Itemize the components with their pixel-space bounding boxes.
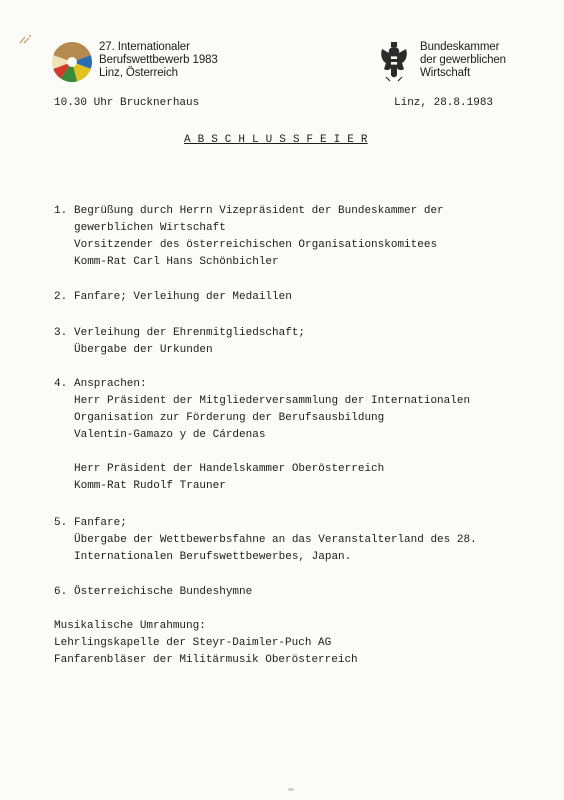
item-line: Herr Präsident der Mitgliederversammlung der Internationalen [74, 395, 471, 407]
item-line: Fanfare; Verleihung der Medaillen [74, 291, 292, 303]
music-line: Musikalische Umrahmung: [54, 620, 206, 632]
chamber-line: Bundeskammer [420, 41, 500, 53]
competition-line: Berufswettbewerb 1983 [99, 54, 218, 66]
item-line: Herr Präsident der Handelskammer Oberösterreich [74, 463, 385, 475]
item-line: Begrüßung durch Herrn Vizepräsident der Bundeskammer der [74, 205, 444, 217]
item-line: gewerblichen Wirtschaft [74, 222, 226, 234]
item-line: Verleihung der Ehrenmitgliedschaft; [74, 327, 306, 339]
item-line-spacer [54, 444, 534, 461]
item-number: 2. [54, 291, 68, 303]
item-number: 3. [54, 327, 68, 339]
item-line: Organisation zur Förderung der Berufsausbildung [74, 412, 385, 424]
item-line: Komm-Rat Rudolf Trauner [74, 480, 226, 492]
event-time-venue: 10.30 Uhr Brucknerhaus [54, 97, 200, 109]
program-item [54, 584, 534, 601]
music-line: Lehrlingskapelle der Steyr-Daimler-Puch AG [54, 637, 332, 649]
event-date-place: Linz, 28.8.1983 [394, 97, 494, 109]
page-title: A B S C H L U S S F E I E R [184, 134, 368, 146]
chamber-line: der gewerblichen [420, 54, 506, 66]
pencil-mark-icon [18, 34, 32, 46]
item-number: 6. [54, 586, 68, 598]
paper-smudge [288, 788, 294, 791]
music-section [54, 618, 358, 669]
wheel-hub [67, 57, 77, 67]
chamber-name [420, 41, 506, 80]
item-line: Übergabe der Wettbewerbsfahne an das Veranstalterland des 28. [74, 534, 477, 546]
item-line: Komm-Rat Carl Hans Schönbichler [74, 256, 279, 268]
program-item [54, 289, 534, 306]
program-item [54, 325, 534, 359]
austrian-eagle-emblem-icon [376, 41, 412, 83]
competition-line: Linz, Österreich [99, 67, 178, 79]
program-item [54, 203, 534, 271]
chamber-line: Wirtschaft [420, 67, 471, 79]
item-line: Valentín-Gamazo y de Cárdenas [74, 429, 266, 441]
item-line: Übergabe der Urkunden [74, 344, 213, 356]
item-line: Fanfare; [74, 517, 127, 529]
program-item [54, 376, 534, 495]
program-item [54, 515, 534, 566]
item-number: 4. [54, 378, 68, 390]
competition-line: 27. Internationaler [99, 41, 190, 53]
item-number: 5. [54, 517, 68, 529]
item-line: Ansprachen: [74, 378, 147, 390]
competition-name [99, 41, 218, 80]
item-line: Vorsitzender des österreichischen Organisationskomitees [74, 239, 438, 251]
item-line: Österreichische Bundeshymne [74, 586, 253, 598]
music-line: Fanfarenbläser der Militärmusik Oberösterreich [54, 654, 358, 666]
item-line: Internationalen Berufswettbewerbes, Japan. [74, 551, 352, 563]
item-number: 1. [54, 205, 68, 217]
competition-wheel-logo-icon [50, 40, 94, 84]
